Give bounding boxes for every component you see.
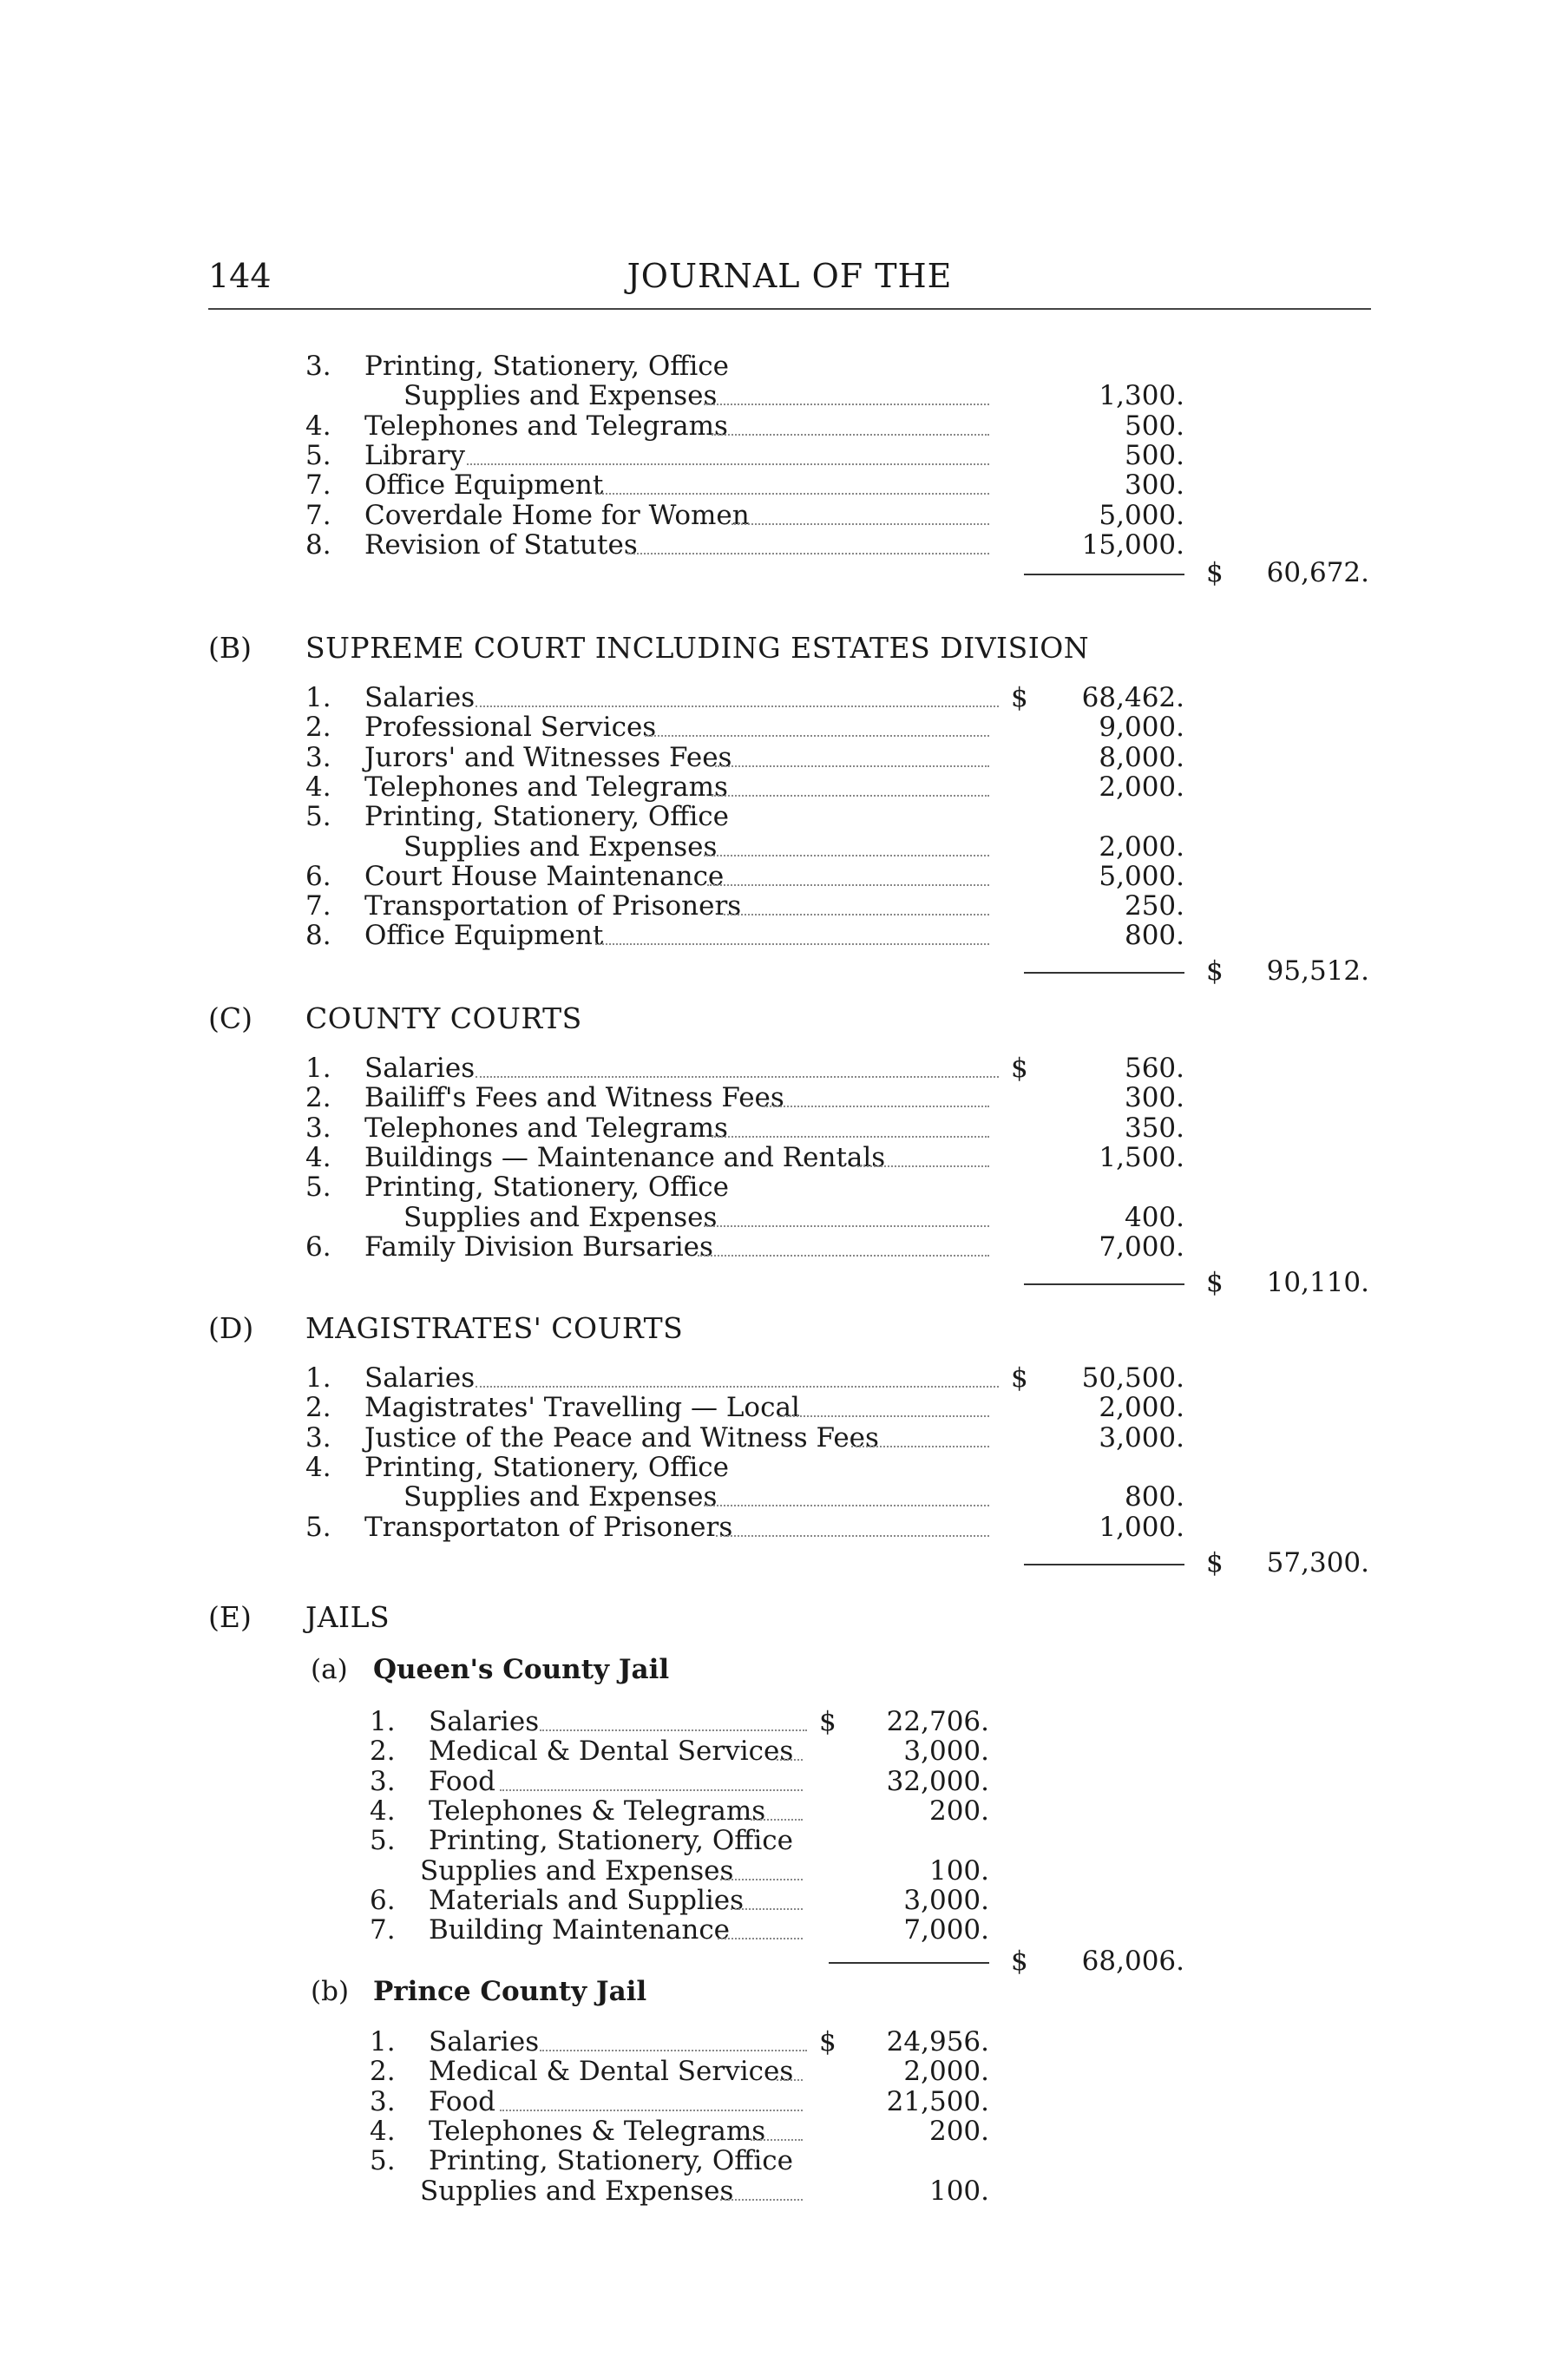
- item-number: 8.: [305, 920, 331, 952]
- item-number: 5.: [370, 2145, 396, 2177]
- item-amount: 3,000.: [903, 1736, 989, 1768]
- leader-dots: [698, 1255, 989, 1257]
- item-amount: 250.: [1124, 890, 1184, 922]
- item-label: Supplies and Expenses: [403, 830, 718, 863]
- item-label: Telephones and Telegrams: [364, 1112, 728, 1144]
- section-total-amount: 95,512.: [1266, 955, 1369, 987]
- item-number: 4.: [305, 1141, 331, 1173]
- item-number: 4.: [370, 1795, 396, 1827]
- item-number: 4.: [305, 1451, 331, 1483]
- item-amount: 68,462.: [1081, 682, 1184, 713]
- item-number: 4.: [370, 2115, 396, 2147]
- item-amount: 3,000.: [1099, 1421, 1184, 1454]
- item-label: Salaries: [364, 682, 476, 713]
- item-number: 3.: [305, 741, 331, 773]
- jail-line-item: [0, 2057, 1568, 2086]
- item-label: Library: [364, 439, 465, 471]
- item-label: Court House Maintenance: [364, 860, 725, 892]
- jail-subtotal-rule: [829, 1962, 989, 1964]
- leader-dots: [712, 434, 989, 436]
- intro-item: [0, 411, 1568, 441]
- item-amount: 9,000.: [1099, 712, 1184, 744]
- item-number: 6.: [305, 860, 331, 892]
- line-item: [0, 1513, 1568, 1542]
- item-number: 3.: [305, 1421, 331, 1454]
- item-number: 3.: [370, 2085, 396, 2117]
- item-label: Salaries: [364, 1362, 476, 1394]
- intro-item: [0, 501, 1568, 530]
- item-number: 6.: [305, 1231, 331, 1263]
- item-label: Justice of the Peace and Witness Fees: [364, 1421, 879, 1454]
- leader-dots: [627, 553, 989, 555]
- line-item: [0, 1363, 1568, 1393]
- item-label: Printing, Stationery, Office: [364, 1171, 729, 1204]
- item-label: Supplies and Expenses: [403, 1481, 718, 1513]
- line-item: [0, 1203, 1568, 1232]
- item-label: Supplies and Expenses: [403, 1201, 718, 1233]
- item-label: Printing, Stationery, Office: [364, 801, 729, 833]
- item-label: Medical & Dental Services: [429, 2056, 794, 2088]
- jail-line-item: [0, 2087, 1568, 2116]
- line-item: [0, 1172, 1568, 1202]
- line-item: [0, 683, 1568, 712]
- item-amount: 7,000.: [903, 1914, 989, 1946]
- item-label: Jurors' and Witnesses Fees: [364, 741, 732, 773]
- leader-dots: [540, 2050, 807, 2051]
- line-item: [0, 802, 1568, 831]
- item-amount: 560.: [1124, 1053, 1184, 1084]
- line-item: [0, 743, 1568, 772]
- item-label: Family Division Bursaries: [364, 1231, 713, 1263]
- leader-dots: [476, 705, 999, 707]
- running-head: JOURNAL OF THE: [627, 257, 953, 295]
- leader-dots: [540, 1729, 807, 1731]
- item-amount: 5,000.: [1099, 499, 1184, 531]
- jail-line-item: [0, 1856, 1568, 1886]
- jail-line-item: [0, 1826, 1568, 1855]
- item-label: Office Equipment: [364, 469, 604, 502]
- item-amount: 50,500.: [1081, 1362, 1184, 1394]
- section-letter: (C): [208, 1001, 253, 1035]
- item-amount: 500.: [1124, 439, 1184, 471]
- leader-dots: [712, 795, 989, 797]
- item-number: 8.: [305, 528, 331, 561]
- intro-item: [0, 351, 1568, 381]
- jail-line-item: [0, 1915, 1568, 1945]
- section-title: MAGISTRATES' COURTS: [305, 1311, 684, 1345]
- section-title: JAILS: [305, 1600, 390, 1634]
- item-label: Printing, Stationery, Office: [364, 1451, 729, 1483]
- leader-dots: [500, 2110, 803, 2111]
- item-label: Magistrates' Travelling — Local: [364, 1392, 800, 1424]
- item-label: Supplies and Expenses: [403, 380, 718, 412]
- section-total-dollar: $: [1206, 955, 1224, 987]
- item-label: Printing, Stationery, Office: [429, 2145, 793, 2177]
- line-item: [0, 891, 1568, 921]
- item-amount: 3,000.: [903, 1884, 989, 1916]
- leader-dots: [595, 943, 989, 945]
- item-number: 1.: [305, 1053, 331, 1084]
- item-label: Printing, Stationery, Office: [429, 1825, 793, 1857]
- subsection-letter: (b): [311, 1976, 350, 2007]
- leader-dots: [704, 404, 989, 405]
- item-amount: 300.: [1124, 469, 1184, 502]
- dollar-sign: $: [1011, 1362, 1028, 1394]
- jail-line-item: [0, 1767, 1568, 1796]
- item-amount: 21,500.: [886, 2085, 989, 2117]
- item-number: 3.: [305, 1112, 331, 1144]
- item-label: Telephones and Telegrams: [364, 410, 728, 442]
- item-number: 7.: [370, 1914, 396, 1946]
- item-amount: 8,000.: [1099, 741, 1184, 773]
- item-amount: 200.: [928, 2115, 989, 2147]
- intro-item: [0, 530, 1568, 560]
- leader-dots: [707, 884, 989, 886]
- jail-line-item: [0, 1736, 1568, 1766]
- item-number: 5.: [305, 439, 331, 471]
- item-amount: 32,000.: [886, 1765, 989, 1797]
- jail-line-item: [0, 2116, 1568, 2146]
- jail-line-item: [0, 2176, 1568, 2206]
- item-number: 4.: [305, 410, 331, 442]
- item-number: 2.: [370, 1736, 396, 1768]
- item-label: Buildings — Maintenance and Rentals: [364, 1141, 886, 1173]
- item-label: Supplies and Expenses: [420, 1854, 734, 1887]
- item-amount: 22,706.: [886, 1706, 989, 1737]
- line-item: [0, 1453, 1568, 1482]
- item-number: 3.: [305, 351, 331, 382]
- page-number: 144: [208, 257, 272, 295]
- item-amount: 500.: [1124, 410, 1184, 442]
- leader-dots: [857, 1165, 989, 1167]
- item-amount: 300.: [1124, 1082, 1184, 1114]
- line-item: [0, 1053, 1568, 1083]
- section-a-total-dollar: $: [1206, 557, 1224, 588]
- leader-dots: [716, 1535, 989, 1537]
- line-item: [0, 712, 1568, 742]
- item-label: Telephones & Telegrams: [429, 1795, 766, 1827]
- leader-dots: [645, 735, 989, 737]
- item-amount: 2,000.: [1099, 830, 1184, 863]
- line-item: [0, 921, 1568, 950]
- line-item: [0, 1083, 1568, 1112]
- item-number: 5.: [370, 1825, 396, 1857]
- item-amount: 24,956.: [886, 2026, 989, 2057]
- section-total-amount: 10,110.: [1266, 1267, 1369, 1298]
- item-amount: 1,000.: [1099, 1511, 1184, 1543]
- line-item: [0, 1143, 1568, 1172]
- item-label: Materials and Supplies: [429, 1884, 745, 1916]
- item-label: Printing, Stationery, Office: [364, 351, 729, 382]
- leader-dots: [704, 855, 989, 856]
- section-letter: (D): [208, 1311, 254, 1345]
- item-number: 6.: [370, 1884, 396, 1916]
- item-label: Salaries: [364, 1053, 476, 1084]
- item-number: 5.: [305, 1511, 331, 1543]
- leader-dots: [732, 523, 989, 525]
- line-item: [0, 832, 1568, 862]
- line-item: [0, 1393, 1568, 1422]
- dollar-sign: $: [819, 1706, 836, 1737]
- item-number: 7.: [305, 499, 331, 531]
- item-number: 2.: [305, 712, 331, 744]
- section-total-dollar: $: [1206, 1267, 1224, 1298]
- jail-line-item: [0, 2027, 1568, 2057]
- item-number: 1.: [370, 2026, 396, 2057]
- subsection-letter: (a): [311, 1654, 348, 1685]
- item-label: Medical & Dental Services: [429, 1736, 794, 1768]
- item-amount: 2,000.: [903, 2056, 989, 2088]
- dollar-sign: $: [1011, 1053, 1028, 1084]
- item-label: Supplies and Expenses: [420, 2175, 734, 2207]
- item-number: 5.: [305, 1171, 331, 1204]
- item-label: Coverdale Home for Women: [364, 499, 750, 531]
- line-item: [0, 1113, 1568, 1143]
- dollar-sign: $: [1011, 682, 1028, 713]
- item-amount: 7,000.: [1099, 1231, 1184, 1263]
- item-number: 4.: [305, 771, 331, 803]
- item-number: 2.: [305, 1392, 331, 1424]
- leader-dots: [778, 1415, 989, 1417]
- item-label: Transportaton of Prisoners: [364, 1511, 733, 1543]
- item-amount: 5,000.: [1099, 860, 1184, 892]
- item-amount: 800.: [1124, 920, 1184, 952]
- subsection-title: Prince County Jail: [373, 1976, 647, 2007]
- item-amount: 400.: [1124, 1201, 1184, 1233]
- item-label: Food: [429, 2085, 495, 2117]
- jail-line-item: [0, 2146, 1568, 2176]
- item-number: 1.: [370, 1706, 396, 1737]
- item-label: Food: [429, 1765, 495, 1797]
- leader-dots: [500, 1789, 803, 1791]
- item-number: 5.: [305, 801, 331, 833]
- item-number: 7.: [305, 469, 331, 502]
- item-number: 2.: [370, 2056, 396, 2088]
- item-label: Professional Services: [364, 712, 657, 744]
- section-letter: (B): [208, 631, 252, 665]
- item-amount: 100.: [928, 1854, 989, 1887]
- jail-line-item: [0, 1707, 1568, 1736]
- line-item: [0, 1482, 1568, 1512]
- item-number: 1.: [305, 682, 331, 713]
- leader-dots: [704, 1225, 989, 1227]
- item-amount: 2,000.: [1099, 1392, 1184, 1424]
- leader-dots: [467, 463, 989, 465]
- jail-line-item: [0, 1796, 1568, 1826]
- line-item: [0, 862, 1568, 891]
- item-amount: 350.: [1124, 1112, 1184, 1144]
- intro-item: [0, 381, 1568, 410]
- leader-dots: [715, 765, 989, 767]
- line-item: [0, 1232, 1568, 1262]
- section-total-dollar: $: [1206, 1547, 1224, 1578]
- leader-dots: [851, 1446, 989, 1447]
- leader-dots: [712, 1136, 989, 1138]
- section-title: COUNTY COURTS: [305, 1001, 582, 1035]
- jail-line-item: [0, 1886, 1568, 1915]
- line-item: [0, 772, 1568, 802]
- item-label: Telephones & Telegrams: [429, 2115, 766, 2147]
- leader-dots: [476, 1386, 999, 1388]
- item-number: 3.: [370, 1765, 396, 1797]
- page-header: [208, 253, 1371, 299]
- section-letter: (E): [208, 1600, 252, 1634]
- item-label: Office Equipment: [364, 920, 604, 952]
- item-label: Transportation of Prisoners: [364, 890, 742, 922]
- section-title: SUPREME COURT INCLUDING ESTATES DIVISION: [305, 631, 1090, 665]
- leader-dots: [595, 493, 989, 495]
- subsection-title: Queen's County Jail: [373, 1654, 670, 1685]
- item-label: Revision of Statutes: [364, 528, 638, 561]
- item-number: 1.: [305, 1362, 331, 1394]
- item-amount: 2,000.: [1099, 771, 1184, 803]
- item-number: 7.: [305, 890, 331, 922]
- leader-dots: [704, 1505, 989, 1506]
- line-item: [0, 1423, 1568, 1453]
- jail-subtotal-amount: 68,006.: [1081, 1946, 1184, 1977]
- leader-dots: [724, 914, 989, 915]
- section-total-amount: 57,300.: [1266, 1547, 1369, 1578]
- section-a-total-amount: 60,672.: [1266, 557, 1369, 588]
- item-label: Salaries: [429, 1706, 540, 1737]
- item-amount: 200.: [928, 1795, 989, 1827]
- item-label: Bailiff's Fees and Witness Fees: [364, 1082, 784, 1114]
- item-amount: 1,300.: [1099, 380, 1184, 412]
- item-amount: 15,000.: [1081, 528, 1184, 561]
- item-amount: 800.: [1124, 1481, 1184, 1513]
- leader-dots: [764, 1106, 989, 1107]
- header-rule: [208, 308, 1371, 310]
- dollar-sign: $: [819, 2026, 836, 2057]
- item-label: Telephones and Telegrams: [364, 771, 728, 803]
- item-label: Salaries: [429, 2026, 540, 2057]
- item-amount: 100.: [928, 2175, 989, 2207]
- item-number: 2.: [305, 1082, 331, 1114]
- jail-subtotal-dollar: $: [1011, 1946, 1028, 1977]
- leader-dots: [476, 1076, 999, 1078]
- item-amount: 1,500.: [1099, 1141, 1184, 1173]
- intro-item: [0, 470, 1568, 500]
- intro-item: [0, 441, 1568, 470]
- item-label: Building Maintenance: [429, 1914, 731, 1946]
